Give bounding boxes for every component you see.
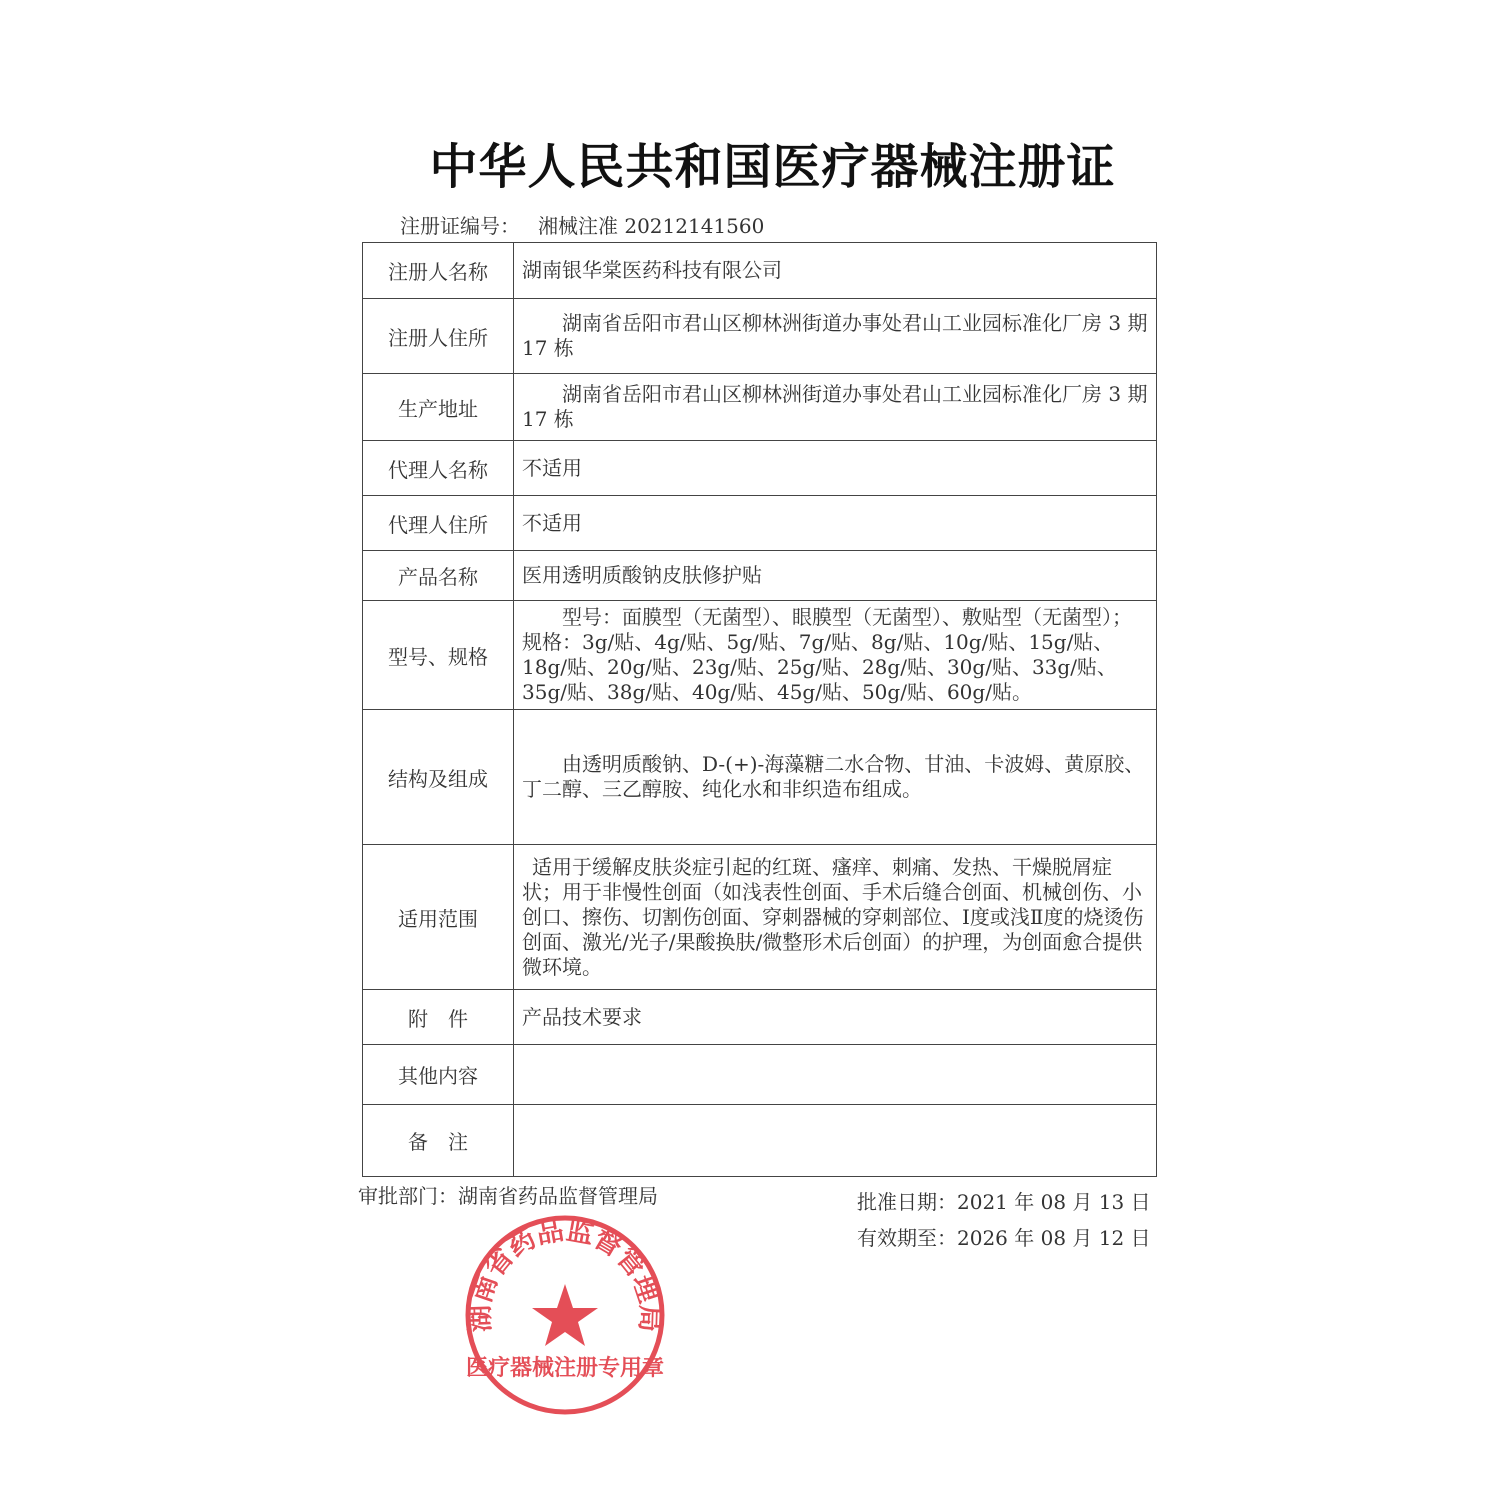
- row-label: 代理人名称: [363, 441, 514, 496]
- approval-date: 批准日期：2021 年 08 月 13 日: [857, 1190, 1151, 1214]
- valid-until: 有效期至：2026 年 08 月 12 日: [857, 1226, 1151, 1250]
- row-value: 医用透明质酸钠皮肤修护贴: [514, 551, 1157, 601]
- row-value: 型号：面膜型（无菌型）、眼膜型（无菌型）、敷贴型（无菌型）；规格：3g/贴、4g/贴、5g/贴、7g/贴、8g/贴、10g/贴、15g/贴、18g/贴、20g/贴、23g/贴、25g/贴、28g/贴、30g/贴、33g/贴、35g/贴、38g/贴、40g/贴、45g/贴、50g/贴、60g/贴。: [514, 601, 1157, 710]
- row-value: [514, 1045, 1157, 1105]
- certificate-table: [362, 242, 1157, 1177]
- seal-bottom-text: 医疗器械注册专用章: [465, 1355, 665, 1381]
- row-label: 附 件: [363, 990, 514, 1045]
- row-label: 适用范围: [363, 845, 514, 990]
- row-label: 生产地址: [363, 374, 514, 441]
- row-value: 不适用: [514, 441, 1157, 496]
- approval-dept-value: 湖南省药品监督管理局: [458, 1184, 658, 1208]
- row-label: 注册人住所: [363, 299, 514, 374]
- star-icon: [532, 1284, 598, 1346]
- row-value: 湖南省岳阳市君山区柳林洲街道办事处君山工业园标准化厂房 3 期 17 栋: [514, 374, 1157, 441]
- row-value: [514, 1105, 1157, 1177]
- row-label: 备 注: [363, 1105, 514, 1177]
- document-title: 中华人民共和国医疗器械注册证: [429, 139, 1116, 195]
- reg-no-value: 湘械注准 20212141560: [538, 214, 765, 238]
- official-seal: [462, 1212, 668, 1418]
- row-value: 产品技术要求: [514, 990, 1157, 1045]
- registration-number: [400, 210, 782, 239]
- approval-department: [358, 1180, 658, 1209]
- reg-no-label: 注册证编号：: [400, 214, 520, 238]
- row-value: 不适用: [514, 496, 1157, 551]
- row-label: 产品名称: [363, 551, 514, 601]
- row-value: 湖南省岳阳市君山区柳林洲街道办事处君山工业园标准化厂房 3 期 17 栋: [514, 299, 1157, 374]
- row-label: 结构及组成: [363, 710, 514, 845]
- seal-top-text: 湖南省药品监督管理局: [464, 1215, 666, 1333]
- row-value: 湖南银华棠医药科技有限公司: [514, 243, 1157, 299]
- row-label: 型号、规格: [363, 601, 514, 710]
- row-value: 由透明质酸钠、D-(+)-海藻糖二水合物、甘油、卡波姆、黄原胶、丁二醇、三乙醇胺、纯化水和非织造布组成。: [514, 710, 1157, 845]
- row-label: 代理人住所: [363, 496, 514, 551]
- row-label: 其他内容: [363, 1045, 514, 1105]
- approval-dept-label: 审批部门：: [358, 1184, 458, 1208]
- row-label: 注册人名称: [363, 243, 514, 299]
- row-value: 适用于缓解皮肤炎症引起的红斑、瘙痒、刺痛、发热、干燥脱屑症状；用于非慢性创面（如浅表性创面、手术后缝合创面、机械创伤、小创口、擦伤、切割伤创面、穿刺器械的穿刺部位、Ⅰ度或浅Ⅱ度的烧烫伤创面、激光/光子/果酸换肤/微整形术后创面）的护理，为创面愈合提供微环境。: [514, 845, 1157, 990]
